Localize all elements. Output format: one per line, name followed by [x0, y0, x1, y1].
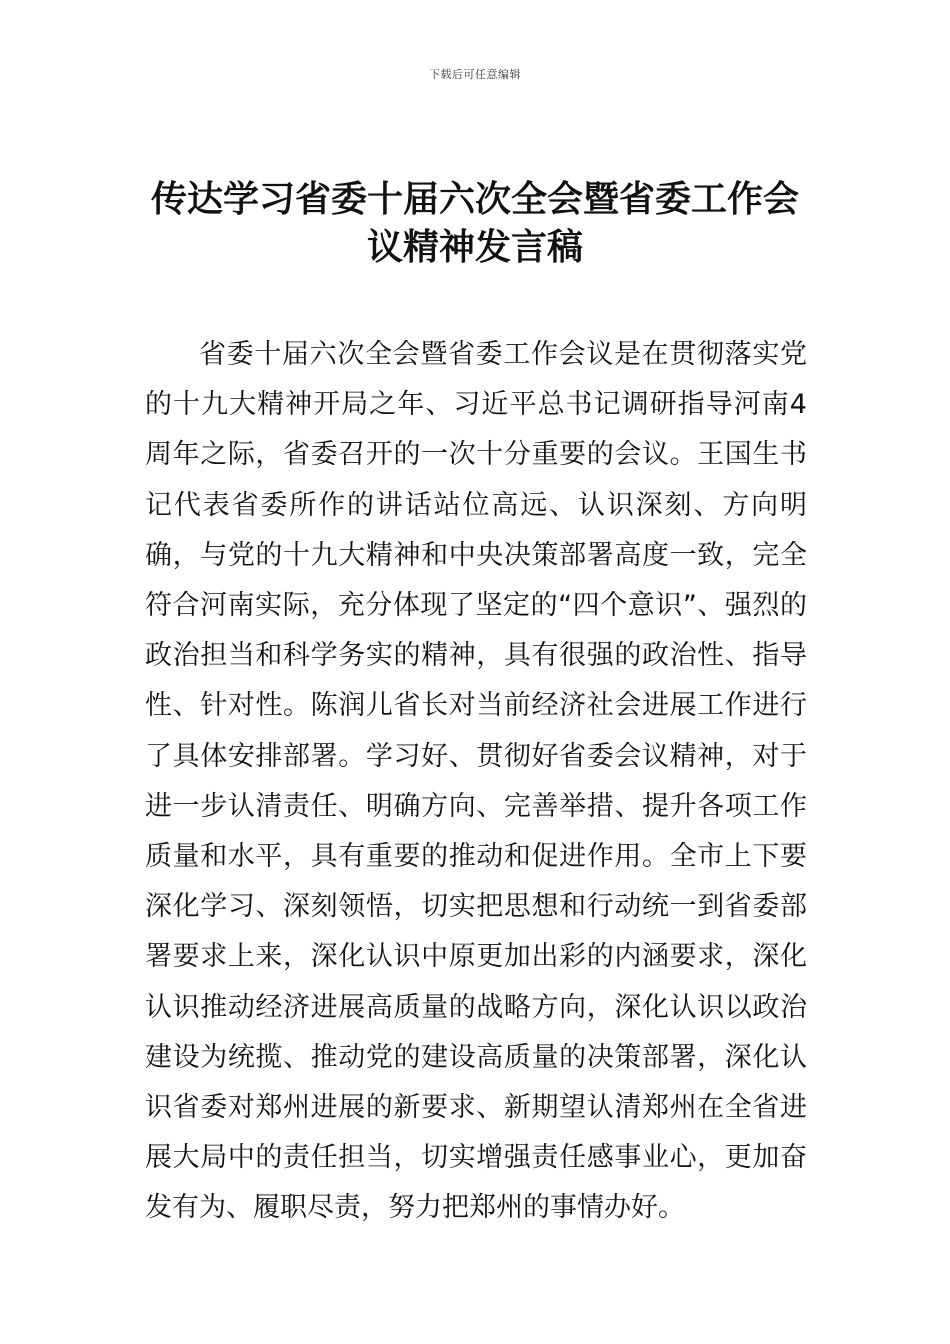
document-title: 传达学习省委十届六次全会暨省委工作会议精神发言稿: [150, 179, 799, 268]
header-note: 下载后可任意编辑: [429, 68, 521, 81]
body-paragraph: 省委十届六次全会暨省委工作会议是在贯彻落实党的十九大精神开局之年、习近平总书记调研指导河南4周年之际，省委召开的一次十分重要的会议。王国生书记代表省委所作的讲话站位高远、认识深刻、方向明确，与党的十九大精神和中央决策部署高度一致，完全符合河南实际，充分体现了坚定的“四个意识”、强烈的政治担当和科学务实的精神，具有很强的政治性、指导性、针对性。陈润儿省长对当前经济社会进展工作进行了具体安排部署。学习好、贯彻好省委会议精神，对于进一步认清责任、明确方向、完善举措、提升各项工作质量和水平，具有重要的推动和促进作用。全市上下要深化学习、深刻领悟，切实把思想和行动统一到省委部署要求上来，深化认识中原更加出彩的内涵要求，深化认识推动经济进展高质量的战略方向，深化认识以政治建设为统揽、推动党的建设高质量的决策部署，深化认识省委对郑州进展的新要求、新期望认清郑州在全省进展大局中的责任担当，切实增强责任感事业心，更加奋发有为、履职尽责，努力把郑州的事情办好。: [145, 339, 807, 1224]
